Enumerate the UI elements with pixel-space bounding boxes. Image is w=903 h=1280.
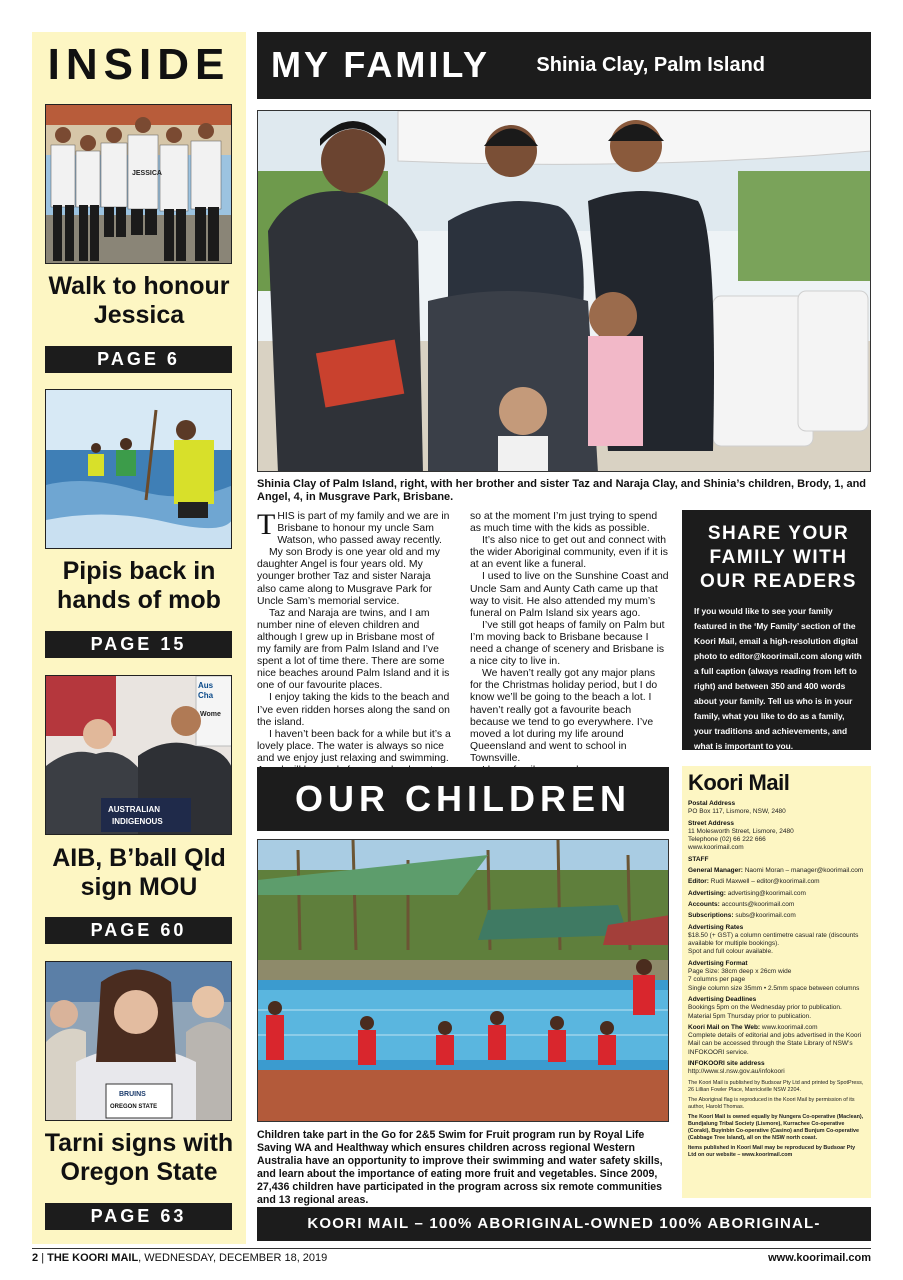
advertising-deadlines: [688, 996, 865, 1021]
my-family-header: [257, 32, 871, 99]
koori-mail-logo: Koori Mail: [688, 770, 790, 795]
masthead-info-box: [682, 766, 871, 1198]
staff: [688, 856, 865, 864]
article-paragraph: I enjoy taking the kids to the beach and I’ve even ridden horses along the sand on the island.: [257, 692, 450, 728]
subs-label: Subscriptions:: [688, 912, 734, 920]
staff-advertising: [688, 890, 865, 898]
advertising-value[interactable]: advertising@koorimail.com: [727, 889, 806, 897]
family-photo-caption: Shinia Clay of Palm Island, right, with her brother and sister Taz and Naraja Clay, and Shinia’s children, Brody, 1, and Angel, 4, in Musgrave Park, Brisbane.: [257, 478, 867, 503]
deadlines-value: Material 5pm Thursday prior to publication.: [688, 1012, 812, 1020]
postal-address: [688, 800, 865, 817]
reproduction-notice: Items published in Koori Mail may be reproduced by Budsoar Pty Ltd on our website – www.koorimail.com: [688, 1144, 856, 1158]
gm-label: General Manager:: [688, 867, 743, 875]
board-text-3: Wome: [200, 711, 221, 718]
infokoori: [688, 1060, 865, 1077]
story-page-2[interactable]: PAGE 15: [45, 631, 232, 658]
deadlines-value: Bookings 5pm on the Wednesday prior to publication.: [688, 1004, 842, 1012]
footer-website[interactable]: www.koorimail.com: [768, 1252, 871, 1264]
rates-label: Advertising Rates: [688, 923, 744, 931]
article-paragraph: [257, 508, 451, 547]
sign-text-1: BRUINS: [119, 1091, 146, 1098]
story-page-3[interactable]: PAGE 60: [45, 917, 232, 944]
on-the-web: [688, 1024, 865, 1057]
section-title: MY FAMILY: [271, 44, 491, 85]
inside-title: INSIDE: [47, 40, 231, 89]
print-notice: The Koori Mail is published by Budsoar Pty Ltd and printed by SpotPress, 26 Lillian Fowler Place, Marrickville NSW 2204.: [688, 1079, 864, 1093]
article-paragraph: I haven’t been back for a while but it’s a lovely place. The water is always so nice and we enjoy just relaxing and swimming.: [257, 728, 451, 764]
folio-separator: |: [41, 1252, 45, 1264]
advertising-format: [688, 960, 865, 993]
format-value: 7 columns per page: [688, 976, 746, 984]
staff-label: STAFF: [688, 855, 709, 863]
page-number: 2: [32, 1252, 39, 1264]
phone: Telephone (02) 66 222 666: [688, 836, 766, 844]
ownership-notice: The Koori Mail is owned equally by Nungera Co-operative (Maclean), Bundjalung Tribal Society (Lismore), Kurrachee Co-operative (Coraki), Buyinbin Co-operative (Casino) and Bunjum Co-operative (Cabbage Tree Island), all on the NSW north coast.: [688, 1113, 864, 1141]
board-text-1: Aus: [198, 681, 214, 690]
postal-value: PO Box 117, Lismore, NSW, 2480: [688, 808, 786, 816]
drop-cap: T: [257, 508, 276, 541]
sign-text-2: OREGON STATE: [110, 1104, 158, 1110]
article-paragraph-text: HIS is part of my family and we are in Brisbane to honour my uncle Sam Watson, who passed away recently.: [277, 511, 450, 547]
article-column-1: [257, 508, 451, 789]
colour-value: Spot and full colour available.: [688, 948, 773, 956]
rates-value: $18.50 (+ GST) a column centimetre casual rate (discounts available for multiple bookings).: [688, 931, 859, 948]
subs-value[interactable]: subs@koorimail.com: [735, 912, 796, 920]
editor-value[interactable]: Rudi Maxwell – editor@koorimail.com: [710, 878, 820, 886]
share-heading: SHARE YOUR FAMILY WITH OUR READERS: [700, 523, 857, 592]
deadlines-label: Advertising Deadlines: [688, 995, 757, 1003]
article-paragraph: so at the moment I’m just trying to spend as much time with the kids as possible.: [470, 511, 658, 535]
staff-subscriptions: [688, 912, 865, 920]
paper-name: THE KOORI MAIL: [47, 1252, 139, 1264]
photo-pipis-back: [45, 389, 232, 549]
website-link[interactable]: www.koorimail.com: [688, 844, 744, 852]
article-column-2: [470, 511, 670, 777]
family-photo: [257, 110, 871, 472]
koori-mail-tagline: KOORI MAIL – 100% ABORIGINAL-OWNED 100% ABORIGINAL-CONTROLLED: [257, 1207, 871, 1241]
share-text: If you would like to see your family featured in the ‘My Family’ section of the Koori Mail, email a high-resolution digital photo to editor@koorimail.com along with a full caption (always reading from left to right) and between 350 and 400 words about your family. Tell us who is in your family, what you like to do as a family, your traditions and achievements, and what is important to you.: [694, 606, 862, 751]
article-paragraph: Taz and Naraja are twins, and I am number nine of eleven children and although I grew up in Brisbane most of my family are from Palm Island and I’ve spent a lot of time there. There are some nice beaches around Palm Island and it is one of our favourite places.: [257, 607, 450, 692]
children-pool-photo: [257, 839, 669, 1122]
format-value: Page Size: 38cm deep x 26cm wide: [688, 968, 792, 976]
section-subtitle: Shinia Clay, Palm Island: [536, 54, 765, 76]
story-headline-3[interactable]: AIB, B’ball Qld sign MOU: [52, 844, 226, 901]
article-paragraph: It’s also nice to get out and connect with the wider Aboriginal community, even if it is at an event like a funeral.: [470, 535, 668, 571]
share-your-family-box: [682, 510, 871, 750]
staff-accounts: [688, 901, 865, 909]
format-value: Single column size 35mm • 2.5mm space between columns: [688, 984, 860, 992]
infokoori-link[interactable]: http://www.sl.nsw.gov.au/infokoori: [688, 1068, 785, 1076]
advertising-rates: [688, 924, 865, 957]
story-headline-1[interactable]: Walk to honour Jessica: [48, 272, 230, 329]
board-text-2: Cha: [198, 691, 214, 700]
format-label: Advertising Format: [688, 959, 748, 967]
story-page-4[interactable]: PAGE 63: [45, 1203, 232, 1230]
staff-editor: [688, 878, 865, 886]
inside-sidebar: [32, 32, 246, 1244]
story-headline-2[interactable]: Pipis back in hands of mob: [57, 557, 221, 614]
article-paragraph: My son Brody is one year old and my daughter Angel is four years old. My younger brother Taz and sister Naraja also came along to Musgrave Park for Uncle Sam’s memorial service.: [257, 547, 440, 607]
story-page-1[interactable]: PAGE 6: [45, 346, 232, 373]
footer-rule: [32, 1248, 871, 1249]
article-paragraph: I’ve still got heaps of family on Palm but I’m moving back to Brisbane because I need a change of scenery and Brisbane is a nice city to live in.: [470, 619, 665, 668]
staff-gm: [688, 867, 865, 875]
postal-label: Postal Address: [688, 800, 736, 807]
article-paragraph: We haven’t really got any major plans for the Christmas holiday period, but I do know we’ll be going to the beach a lot. I haven’t really got a favourite beach because we tend to go everywhere. I’ve moved a lot during my life around Queensland and went to school in Townsville.: [470, 668, 658, 764]
street-value: 11 Molesworth Street, Lismore, 2480: [688, 827, 794, 835]
street-label: Street Address: [688, 819, 734, 827]
accounts-value[interactable]: accounts@koorimail.com: [721, 900, 795, 908]
banner-text-1: AUSTRALIAN: [108, 805, 160, 814]
photo-tarni-signs: [45, 961, 232, 1121]
onweb-value[interactable]: www.koorimail.com: [761, 1023, 818, 1031]
issue-date: , WEDNESDAY, DECEMBER 18, 2019: [138, 1252, 328, 1264]
article-paragraph: I used to live on the Sunshine Coast and Uncle Sam and Aunty Cath came up that way to visit. He also attended my mum’s funeral on Palm Island six years ago.: [470, 571, 669, 619]
infokoori-label: INFOKOORI site address: [688, 1060, 765, 1068]
banner-text-2: INDIGENOUS: [112, 817, 163, 826]
flag-notice: The Aboriginal flag is reproduced in the Koori Mail by permission of its author, Harold Thomas.: [688, 1096, 855, 1110]
onweb-text: Complete details of editorial and jobs advertised in the Koori Mail can be accessed through the State Library of NSW’s INFOKOORI service.: [688, 1032, 862, 1056]
photo-aib-bball: [45, 675, 232, 835]
shirt-text: JESSICA: [132, 170, 162, 177]
photo-walk-to-honour-jessica: [45, 104, 232, 264]
editor-label: Editor:: [688, 878, 709, 886]
children-photo-caption: Children take part in the Go for 2&5 Swim for Fruit program run by Royal Life Saving WA and Healthway which ensures children across regional Western Australia have an opportunity to improve their swimming and water safety skills, and learn about the importance of eating more fruit and vegetables. Since 2009, 27,436 children have participated in the program across six remote communities and 13 regional areas.: [257, 1129, 663, 1206]
advertising-label: Advertising:: [688, 889, 726, 897]
gm-value[interactable]: Naomi Moran – manager@koorimail.com: [744, 867, 864, 875]
onweb-label: Koori Mail on The Web:: [688, 1023, 761, 1031]
story-headline-4[interactable]: Tarni signs with Oregon State: [44, 1129, 234, 1186]
our-children-header: OUR CHILDREN: [257, 767, 669, 831]
street-address: [688, 820, 865, 853]
footer-folio: [32, 1252, 327, 1264]
accounts-label: Accounts:: [688, 900, 720, 908]
